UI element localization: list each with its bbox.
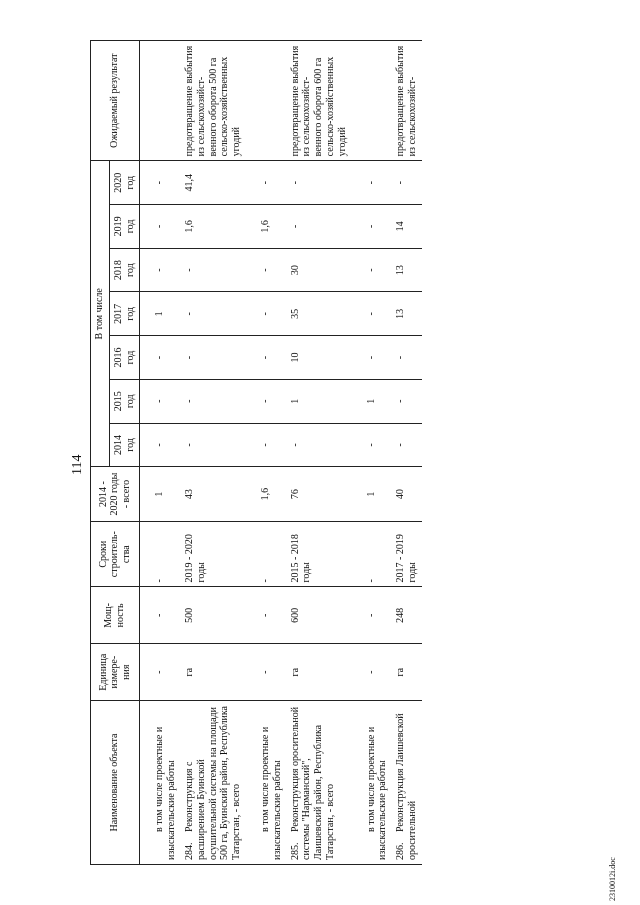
object-name: в том числе проектные и изыскательские работы [154, 726, 178, 860]
cell-capacity: 248 [392, 587, 422, 644]
cell-result [140, 41, 181, 161]
cell-year-value: - [246, 423, 287, 467]
cell-result: предотвращение выбытия из сельскохозяйст- [392, 41, 422, 161]
cell-year-value: - [181, 379, 246, 423]
row-number: 284. [183, 842, 195, 860]
cell-total: 1 [352, 467, 393, 522]
cell-capacity: - [352, 587, 393, 644]
header-year: 2017 год [109, 292, 140, 336]
table-row [352, 41, 393, 865]
row-number: 286. [395, 842, 407, 860]
table-row [246, 41, 287, 865]
cell-year-value: 1 [287, 379, 352, 423]
cell-year-value: - [140, 423, 181, 467]
page-number: 114 [70, 454, 85, 475]
cell-year-value: 30 [287, 248, 352, 292]
header-year: 2020 год [109, 161, 140, 205]
cell-year-value: 1 [352, 379, 393, 423]
header-capacity: Мощ-ность [91, 587, 140, 644]
object-name: в том числе проектные и изыскательские работы [259, 726, 283, 860]
cell-year-value: - [140, 336, 181, 380]
cell-terms: 2019 - 2020 годы [181, 521, 246, 587]
cell-total: 1,6 [246, 467, 287, 522]
cell-year-value: - [352, 205, 393, 249]
object-name: Реконструкция оросительной системы "Нарманский", Лаишевский район, Республика Татарстан, - всего [289, 706, 336, 860]
cell-year-value: 13 [392, 292, 422, 336]
cell-result: предотвращение выбытия из сельскохозяйст-венного оборота 600 га сельско-хозяйственных угодий [287, 41, 352, 161]
rotated-page [60, 0, 640, 905]
cell-year-value: 1,6 [181, 205, 246, 249]
header-terms: Сроки строитель-ства [91, 521, 140, 587]
header-year: 2016 год [109, 336, 140, 380]
cell-year-value: - [352, 161, 393, 205]
cell-unit: - [140, 644, 181, 701]
cell-capacity: 600 [287, 587, 352, 644]
cell-year-value: - [287, 423, 352, 467]
cell-year-value: - [140, 248, 181, 292]
cell-unit: - [352, 644, 393, 701]
cell-name [352, 701, 393, 865]
cell-year-value: 14 [392, 205, 422, 249]
cell-capacity: - [246, 587, 287, 644]
footer-code: 2310012i.doc [608, 857, 617, 901]
cell-year-value: - [140, 379, 181, 423]
cell-year-value: - [140, 161, 181, 205]
cell-unit: га [181, 644, 246, 701]
cell-name [181, 701, 246, 865]
program-table [90, 40, 422, 865]
cell-total: 76 [287, 467, 352, 522]
cell-year-value: - [352, 423, 393, 467]
cell-terms: - [246, 521, 287, 587]
cell-terms: 2015 - 2018 годы [287, 521, 352, 587]
cell-year-value: - [352, 248, 393, 292]
table-row [140, 41, 181, 865]
cell-year-value: 10 [287, 336, 352, 380]
object-name: Реконструкция с расширением Буинской осушительной системы на площади 500 га, Буинский район, Республика Татарстан, - всего [183, 706, 243, 860]
cell-year-value: - [287, 161, 352, 205]
cell-year-value: - [246, 292, 287, 336]
cell-year-value: 1,6 [246, 205, 287, 249]
object-name: в том числе проектные и изыскательские работы [365, 726, 389, 860]
table-row [392, 41, 422, 865]
header-including: В том числе [91, 161, 110, 467]
cell-result: предотвращение выбытия из сельскохозяйст-венного оборота 500 га сельско-хозяйственных угодий [181, 41, 246, 161]
cell-terms: - [140, 521, 181, 587]
cell-year-value: 41,4 [181, 161, 246, 205]
object-name: Реконструкция Лаишевской оросительной [395, 713, 418, 860]
cell-year-value: - [352, 336, 393, 380]
cell-year-value: - [181, 423, 246, 467]
header-year: 2019 год [109, 205, 140, 249]
cell-year-value: - [287, 205, 352, 249]
cell-total: 43 [181, 467, 246, 522]
header-year: 2015 год [109, 379, 140, 423]
header-unit: Единица измере-ния [91, 644, 140, 701]
header-name: Наименование объекта [91, 701, 140, 865]
cell-capacity: 500 [181, 587, 246, 644]
cell-year-value: - [392, 336, 422, 380]
cell-name [392, 701, 422, 865]
header-result: Ожидаемый результат [91, 41, 140, 161]
cell-unit: - [246, 644, 287, 701]
cell-name [246, 701, 287, 865]
cell-year-value: - [246, 336, 287, 380]
cell-total: 1 [140, 467, 181, 522]
cell-unit: га [287, 644, 352, 701]
header-year: 2018 год [109, 248, 140, 292]
table-body [140, 41, 422, 865]
cell-year-value: - [140, 205, 181, 249]
table-row [181, 41, 246, 865]
cell-year-value: - [246, 161, 287, 205]
cell-name [287, 701, 352, 865]
cell-total: 40 [392, 467, 422, 522]
cell-year-value: - [181, 336, 246, 380]
cell-capacity: - [140, 587, 181, 644]
cell-year-value: 13 [392, 248, 422, 292]
cell-terms: - [352, 521, 393, 587]
cell-year-value: - [246, 248, 287, 292]
cell-result [352, 41, 393, 161]
cell-year-value: - [352, 292, 393, 336]
cell-year-value: - [246, 379, 287, 423]
cell-year-value: 1 [140, 292, 181, 336]
cell-year-value: 35 [287, 292, 352, 336]
header-total: 2014 - 2020 годы - всего [91, 467, 140, 522]
cell-year-value: - [392, 379, 422, 423]
header-year: 2014 год [109, 423, 140, 467]
cell-year-value: - [392, 161, 422, 205]
cell-result [246, 41, 287, 161]
cell-unit: га [392, 644, 422, 701]
cell-name [140, 701, 181, 865]
cell-terms: 2017 - 2019 годы [392, 521, 422, 587]
table-row [287, 41, 352, 865]
cell-year-value: - [392, 423, 422, 467]
row-number: 285. [289, 842, 301, 860]
cell-year-value: - [181, 292, 246, 336]
cell-year-value: - [181, 248, 246, 292]
